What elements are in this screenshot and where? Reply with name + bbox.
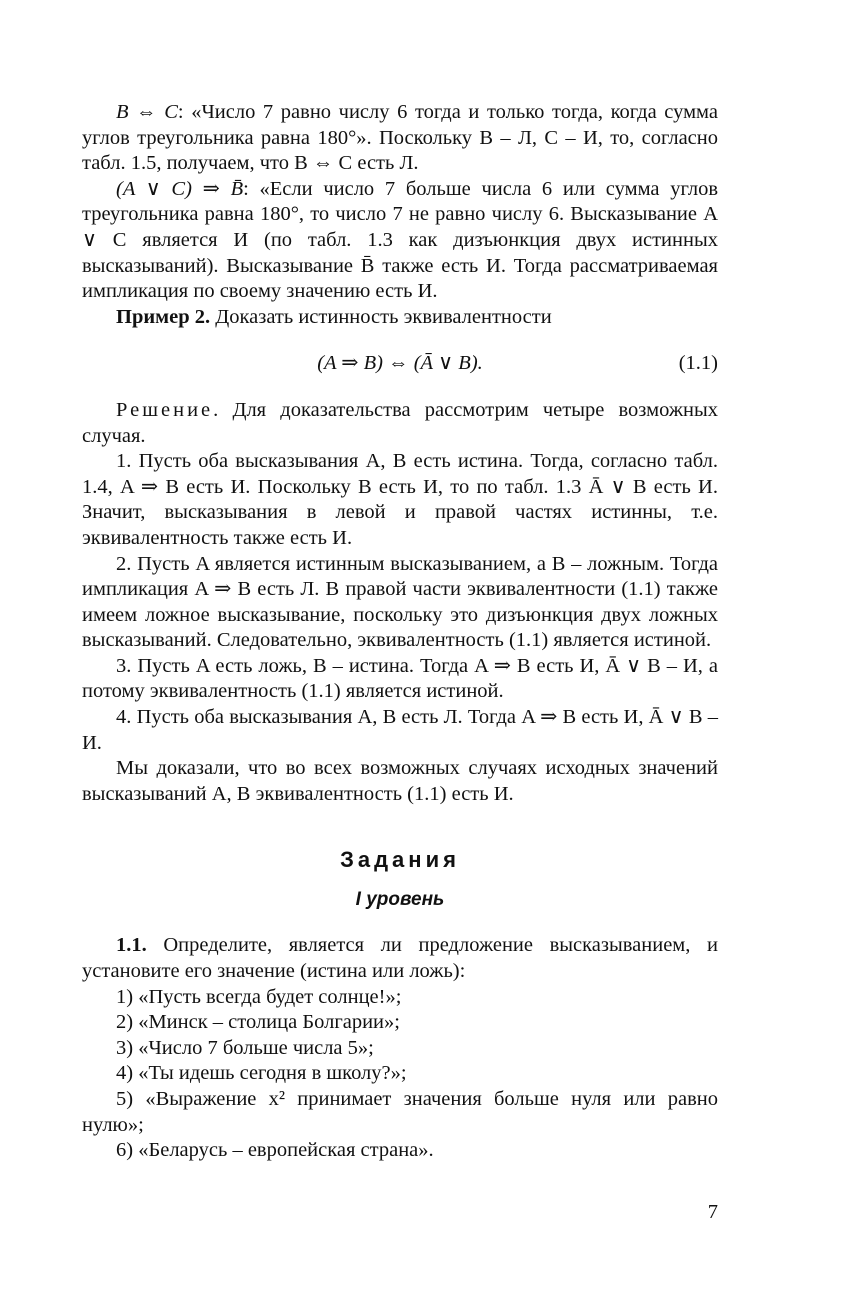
task-item-5: 5) «Выражение x² принимает значения больше нуля или равно нулю»; [82, 1088, 718, 1136]
paragraph-1 [82, 100, 718, 177]
equation-number: (1.1) [678, 352, 718, 375]
task-item-6: 6) «Беларусь – европейская страна». [116, 1139, 434, 1162]
paragraph-2-text: : «Если число 7 больше числа 6 или сумма углов треугольника равна 180°, то число 7 не равно числу 6. Высказывание A ∨ C является И (по табл. 1.3 как дизъюнкция двух истинных высказываний). Высказывание B̄ также есть И. Тогда рассматриваемая импликация по своему значению есть И. [82, 177, 718, 303]
page-number: 7 [707, 1201, 718, 1223]
case-2: 2. Пусть A является истинным высказыванием, а B – ложным. Тогда импликация A ⇒ B есть Л. В правой части эквивалентности (1.1) также имеем ложное высказывание, поскольку это дизъюнкция двух ложных высказываний. Следовательно, эквивалентность (1.1) является истиной. [82, 552, 718, 652]
case-3: 3. Пусть A есть ложь, B – истина. Тогда A ⇒ B есть И, Ā ∨ B – И, а потому эквивалентность (1.1) является истиной. [82, 654, 718, 703]
example-label: Пример 2. [116, 305, 211, 328]
conclusion: Мы доказали, что во всех возможных случаях исходных значений высказываний A, B эквивалентность (1.1) есть И. [82, 757, 718, 805]
task-1-1 [82, 933, 718, 984]
example-text: Доказать истинность эквивалентности [210, 305, 552, 328]
solution-intro [82, 398, 718, 449]
solution-intro-text: . Для доказательства рассмотрим четыре возможных случая. [82, 398, 718, 447]
paragraph-1-text: : «Число 7 равно числу 6 тогда и только тогда, когда сумма углов треугольника равна 180°». Поскольку B – Л, C – И, то, согласно табл. 1.5, получаем, что B ⇔ C есть Л. [82, 101, 718, 175]
section-level: I уровень [355, 889, 445, 911]
equation-1-1 [82, 351, 718, 377]
section-title: Задания [340, 847, 460, 873]
equation-expression: (A ⇒ B) ⇔ (Ā ∨ B). [317, 352, 483, 375]
solution-label: Решение [116, 398, 214, 421]
paragraph-2 [82, 177, 718, 305]
task-item-4: 4) «Ты идешь сегодня в школу?»; [116, 1062, 407, 1085]
task-item-2: 2) «Минск – столица Болгарии»; [116, 1011, 400, 1034]
formula-implication: (A ∨ C) ⇒ B̄ [116, 177, 244, 200]
task-item-1: 1) «Пусть всегда будет солнце!»; [116, 985, 402, 1008]
case-4: 4. Пусть оба высказывания A, B есть Л. Тогда A ⇒ B есть И, Ā ∨ B – И. [82, 706, 718, 754]
task-text: Определите, является ли предложение высказыванием, и установите его значение (истина или ложь): [82, 934, 718, 983]
example-2 [82, 305, 718, 331]
task-item-3: 3) «Число 7 больше числа 5»; [116, 1036, 374, 1059]
task-label: 1.1. [116, 934, 147, 957]
case-1: 1. Пусть оба высказывания A, B есть истина. Тогда, согласно табл. 1.4, A ⇒ B есть И. Поскольку B есть И, то по табл. 1.3 Ā ∨ B есть И. Значит, высказывания в левой и правой частях истинны, т.е. эквивалентность также есть И. [82, 450, 718, 549]
page-content [82, 100, 718, 1164]
formula-b-iff-c: B ⇔ C [116, 101, 178, 123]
